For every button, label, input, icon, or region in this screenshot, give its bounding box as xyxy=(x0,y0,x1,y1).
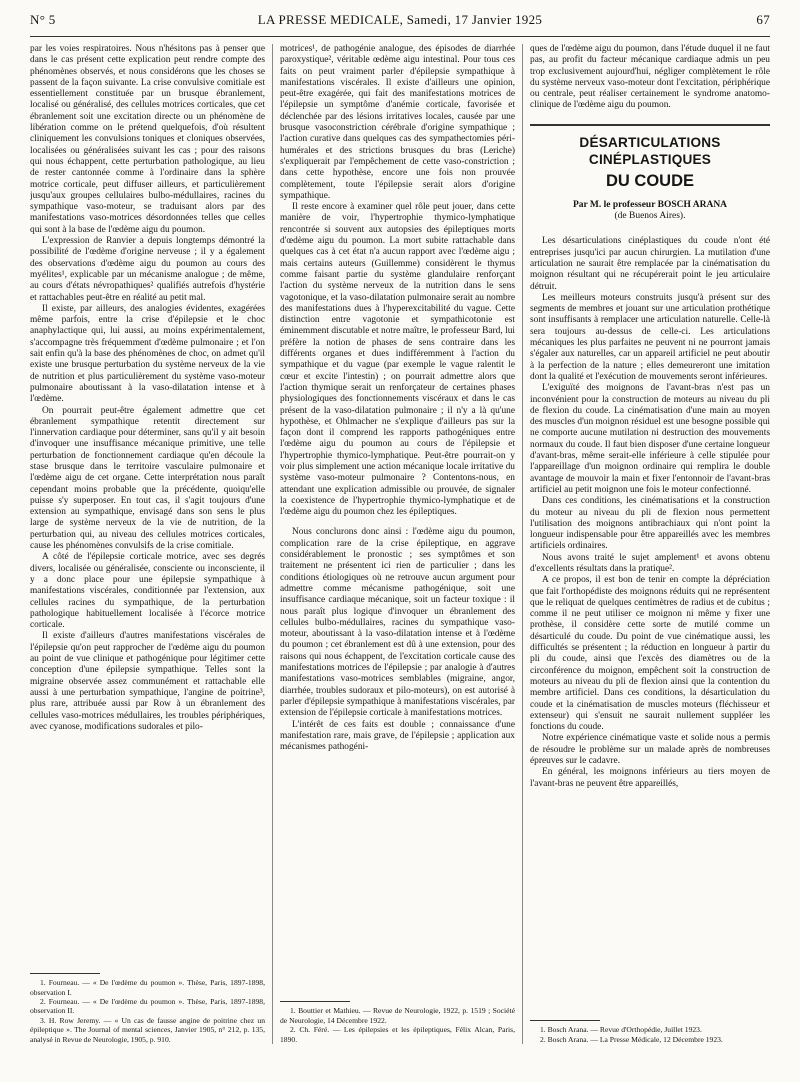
paragraph: Il existe d'ailleurs d'autres manifestations viscérales de l'épilepsie qu'on peut rapprocher de l'œdème aigu du poumon au point de vue clinique et pathogénique pour légitimer cette conception d'une épilepsie sympathique. Telles sont la migraine observée assez communément et rattachable elle aussi à une perturbation sympathique, l'angine de poitrine³, plus rare, attribuée aussi par Row à un ébranlement des cellules vaso-motrices médullaires, les troubles périphériques, avec cyanose, modifications sudorales et pilo- xyxy=(30,631,265,732)
footnote-rule xyxy=(530,1020,600,1021)
article-title: DÉSARTICULATIONS CINÉPLASTIQUES xyxy=(579,134,721,167)
journal-title: LA PRESSE MEDICALE, Samedi, 17 Janvier 1925 xyxy=(257,12,543,27)
footnote: 2. Ch. Féré. — Les épilepsies et les épileptiques, Félix Alcan, Paris, 1890. xyxy=(280,1025,515,1044)
paragraph: A ce propos, il est bon de tenir en compte la dépréciation que fait l'orthopédiste des moignons réduits qui ne représentent que le reliquat de quelques centimètres de radius et de cubitus ; comme il ne peut utiliser ce moignon ni même y fixer une prothèse, il considère cette sorte de mutilé comme un désarticulé du coude. Du point de vue cinématique aussi, les difficultés se présentent ; la réduction en longueur à partir du pli du coude, ainsi que l'excès des diamètres ou de la circonférence du moignon, empêchent soit la construction de moteurs au niveau du pli de flexion ainsi que la contention du membre artificiel. Dans ces conditions, la désarticulation du coude et la cinématisation de muscles moteurs (fléchisseur et extenseur) qui s'ensuit ne saurait nullement suppléer les fonctions du coude. xyxy=(530,575,770,733)
footnote: 3. H. Row Jeremy. — « Un cas de fausse angine de poitrine chez un épileptique ». The Journal of mental sciences, Janvier 1905, n° 212, p. 135, analysé in Revue de Neurologie, 1905, p. 910. xyxy=(30,1015,265,1044)
footnotes xyxy=(530,1020,770,1044)
page-number: 67 xyxy=(756,12,770,27)
issue-number: N° 5 xyxy=(30,12,56,27)
header-rule xyxy=(30,36,770,37)
footnote: 1. Bosch Arana. — Revue d'Orthopédie, Juillet 1923. xyxy=(540,1025,702,1035)
paragraph: A côté de l'épilepsie corticale motrice, avec ses degrés divers, localisée ou généralisée, consciente ou inconsciente, il y a donc place pour une épilepsie sympathique à manifestations viscérales, conditionnée par l'extension, aux cellules racines du sympathique, de la perturbation pathologique habituellement localisée à l'écorce motrice corticale. xyxy=(30,552,265,631)
footnote: 2. Bosch Arana. — La Presse Médicale, 12 Décembre 1923. xyxy=(540,1034,723,1044)
footnote-rule xyxy=(30,973,100,974)
footnote: 2. Fourneau. — « De l'œdème du poumon ». Thèse, Paris, 1897-1898, observation II. xyxy=(30,996,265,1016)
paragraph: Notre expérience cinématique vaste et solide nous a permis de résoudre le problème sur un malade après de nombreuses épreuves sur le cadavre. xyxy=(530,733,770,767)
paragraph: Il reste encore à examiner quel rôle peut jouer, dans cette manière de voir, l'hypertrophie thymico-lymphatique rencontrée si souvent aux autopsies des épileptiques morts d'œdème aigu du poumon. La mort subite rattachable dans quelques cas à cet état n'a aucun rapport avec l'œdème aigu ; mais certains auteurs (Guillemme) considèrent le thymus comme faisant partie du système glandulaire renforçant l'action du système nerveux de la nutrition dans le sens vagotonique, et la vaso-dilatation pulmonaire serait au nombre des manifestations dues à l'hyperexcitabilité du vague. Cette distinction entre vagotonie et sympathicotonie est éminemment discutable et notre maître, le professeur Bard, lui préfère la notion de phases de sens contraire dans les différents organes et dues indifféremment à l'action du sympathique et du vague (par exemple le vague ralentit le cœur et excite l'intestin) ; on pourrait admettre alors que l'action thymique serait un renforçateur de certaines phases physiologiques des fonctionnements viscéraux et dans le cas présent de la vaso-dilatation pulmonaire ; il n'y a là qu'une hypothèse, et Ohlmacher ne s'explique d'ailleurs pas sur la façon dont il comprend les rapports pathogéniques entre l'œdème aigu du poumon au cours de l'épilepsie et l'hypertrophie thymico-lymphatique. Peut-être pourrait-on y voir plus simplement une action mécanique locale irritative du système vaso-moteur pulmonaire ? Contentons-nous, en attendant une explication admissible ou prouvée, de signaler la coexistence de l'hypertrophie thymico-lymphatique et de l'œdème aigu du poumon chez les épileptiques. xyxy=(280,202,515,518)
paragraph: ques de l'œdème aigu du poumon, dans l'étude duquel il ne faut pas, au profit du facteur mécanique cardiaque admis un peu trop exclusivement aujourd'hui, négliger complètement le rôle du système nerveux vaso-moteur dont l'excitation, périphérique ou centrale, peut réaliser certainement le syndrome anatomo-clinique de l'œdème aigu du poumon. xyxy=(530,44,770,111)
footnote-rule xyxy=(280,1001,350,1002)
paragraph: Nous avons traité le sujet amplement¹ et avons obtenu d'excellents résultats dans la pratique². xyxy=(530,552,770,574)
column-2 xyxy=(280,44,515,1044)
article-separator xyxy=(530,124,770,126)
paragraph: On pourrait peut-être également admettre que cet ébranlement sympathique retentit directement sur l'innervation cardiaque pour déterminer, sans qu'il y ait besoin d'invoquer une insuffisance mécanique primitive, une telle perturbation de fonctionnement cardiaque qu'en découle la stase brusque dans le territoire vasculaire pulmonaire et l'œdème aigu de cet organe. Cette interprétation nous paraît cependant moins probable que la précédente, quoiqu'elle puisse s'y superposer. En tout cas, il s'agit toujours d'une extension au sympathique, envisagé dans son sens le plus large de système nerveux de la vie de nutrition, de la perturbation qui, au niveau des cellules motrices corticales, cause les phénomènes convulsifs de la crise comitiale. xyxy=(30,405,265,552)
paragraph: Dans ces conditions, les cinématisations et la construction du moteur au niveau du pli de flexion nous permettent l'utilisation des moignons antibrachiaux qui n'ont point la longueur indispensable pour être appareillés avec les membres artificiels ordinaires. xyxy=(530,496,770,552)
footnotes xyxy=(280,1001,515,1044)
column-divider xyxy=(522,44,523,1044)
footnotes xyxy=(30,973,265,1044)
article-title-line-2: DU COUDE xyxy=(605,171,694,190)
footnote: 1. Bouttier et Mathieu. — Revue de Neurologie, 1922, p. 1519 ; Société de Neurologie, 14 Décembre 1922. xyxy=(280,1006,515,1025)
article-author: Par M. le professeur BOSCH ARANA xyxy=(572,199,728,210)
paragraph: Les désarticulations cinéplastiques du coude n'ont été entreprises jusqu'ici par aucun chirurgien. La mutilation d'une articulation ne saurait être remplacée par la cinématisation du moignon résultant qui ne récupérerait point le jeu articulaire détruit. xyxy=(530,236,770,292)
paragraph: Les meilleurs moteurs construits jusqu'à présent sur des segments de membres et jouant sur une articulation prothétique sont insuffisants à remplacer une articulation naturelle. Celle-là sera toujours au-dessus de celle-ci. Les articulations mécaniques les plus parfaites ne peuvent ni ne pourront jamais s'égaler aux naturelles, car un appareil artificiel ne peut aboutir à la perfection de la nature ; elles demeureront une imitation dont la qualité et l'exécution de mouvements seront inférieures. xyxy=(530,292,770,382)
paragraph: L'expression de Ranvier a depuis longtemps démontré la possibilité de l'œdème d'origine nerveuse ; il y a également des observations d'œdème aigu du poumon au cours des myélites¹, explicable par un mécanisme analogue ; de même, au cours d'états névropathiques² qualifiés autrefois d'hystérie et rattachables peut-être en réalité au petit mal. xyxy=(30,236,265,303)
paragraph: motrices¹, de pathogénie analogue, des épisodes de diarrhée paroxystique², véritable œdème aigu intestinal. Pour tous ces faits on peut vraiment parler d'épilepsie sympathique à manifestations viscérales. Il existe d'ailleurs une opinion, peut-être exagérée, qui fait des manifestations motrices de l'épilepsie un symptôme d'anémie corticale, favorisée et déclenchée par des lésions irritatives locales, causée par une brusque vasoconstriction cérébrale d'origine sympathique ; l'action curative dans quelques cas des sympathectomies péri-humérales et des strictions brusques du bras (Leriche) s'expliquerait par l'empêchement de cette vaso-constriction ; dans cette hypothèse, encore une fois non prouvée complètement, toute l'épilepsie serait alors d'origine sympathique. xyxy=(280,44,515,201)
column-1 xyxy=(30,44,265,1044)
paragraph: L'exiguïté des moignons de l'avant-bras n'est pas un inconvénient pour la construction de moteurs au niveau du pli de flexion du coude. La cinématisation d'une main au moyen des muscles d'un moignon résiduel est une besogne possible qui ne comporte aucune mutilation ni destruction des mouvements normaux du coude. Il faut bien disposer d'une certaine longueur d'avant-bras, même serait-elle inférieure à celle stipulée pour l'appareillage d'un moignon ordinaire qui remplira le double avantage de mouvoir la main et fixer l'entonnoir de l'avant-bras artificiel au petit moignon une fois le moteur confectionné. xyxy=(530,383,770,495)
paragraph: Nous conclurons donc ainsi : l'œdème aigu du poumon, complication rare de la crise épileptique, en aggrave considérablement le pronostic ; ses symptômes et son traitement ne présentent ici rien de particulier ; dans les conditions étiologiques où ne retrouve aucun argument pour admettre comme mécanisme pathogénique, soit une insuffisance cardiaque mécanique, soit un facteur toxique : il nous paraît plus logique d'invoquer un ébranlement des cellules bulbo-médullaires, racines du sympathique vaso-moteur, aboutissant à la vaso-dilatation intense et à l'œdème du poumon ; cet ébranlement est dû à une extension, pour des raisons qui nous échappent, de l'excitation corticale cause des manifestations motrices de l'épilepsie ; par analogie à d'autres manifestations vaso-motrices semblables (migraine, angor, diarrhée, troubles sudoraux et pilo-moteurs), on est autorisé à parler d'épilepsie sympathique à manifestations viscérales, par extension de l'épilepsie corticale à manifestations motrices. xyxy=(280,527,515,719)
author-affiliation: (de Buenos Aires). xyxy=(614,211,686,222)
column-3 xyxy=(530,44,770,1044)
paragraph: Il existe, par ailleurs, des analogies évidentes, exagérées même parfois, entre la crise d'épilepsie et le choc anaphylactique qui, lui aussi, au moins expérimentalement, s'accompagne très fréquemment d'œdème pulmonaire ; et l'on sait enfin qu'à la base des phénomènes de choc, on admet qu'il existe une brusque perturbation du système nerveux de la vie de nutrition et plus particulièrement du système vaso-moteur pulmonaire aboutissant à la vaso-dilatation intense et à l'œdème. xyxy=(30,303,265,405)
paragraph: par les voies respiratoires. Nous n'hésitons pas à penser que dans le cas présent cette explication peut rendre compte des phénomènes observés, et nous considérons que les choses se passent de la façon suivante. La crise convulsive comitiale est essentiellement constituée par un brusque ébranlement, localisé ou généralisé, des cellules motrices corticales, que cet ébranlement soit une excitation directe ou un phénomène de libération comme on le prétend quelquefois, d'où résultent cliniquement les convulsions toniques et cloniques observées, localisées ou généralisées suivant les cas ; pour des raisons qui nous échappent, cette perturbation pathologique, au lieu de rester cantonnée comme à l'ordinaire dans la sphère motrice corticale, peut diffuser ailleurs, et particulièrement jusqu'aux groupes cellulaires bulbo-médullaires, racines du sympathique vaso-moteur, se traduisant alors par des manifestations vaso-motrices désordonnées telles que celles qui sont à la base de l'œdème aigu du poumon. xyxy=(30,44,265,235)
column-divider xyxy=(272,44,273,1044)
paragraph: L'intérêt de ces faits est double ; connaissance d'une manifestation rare, mais grave, de l'épilepsie ; application aux mécanismes pathogéni- xyxy=(280,719,515,753)
page-header xyxy=(30,12,770,34)
footnote: 1. Fourneau. — « De l'œdème du poumon ». Thèse, Paris, 1897-1898, observation I. xyxy=(30,978,265,997)
paragraph: En général, les moignons inférieurs au tiers moyen de l'avant-bras ne peuvent être appareillés, xyxy=(530,767,770,789)
